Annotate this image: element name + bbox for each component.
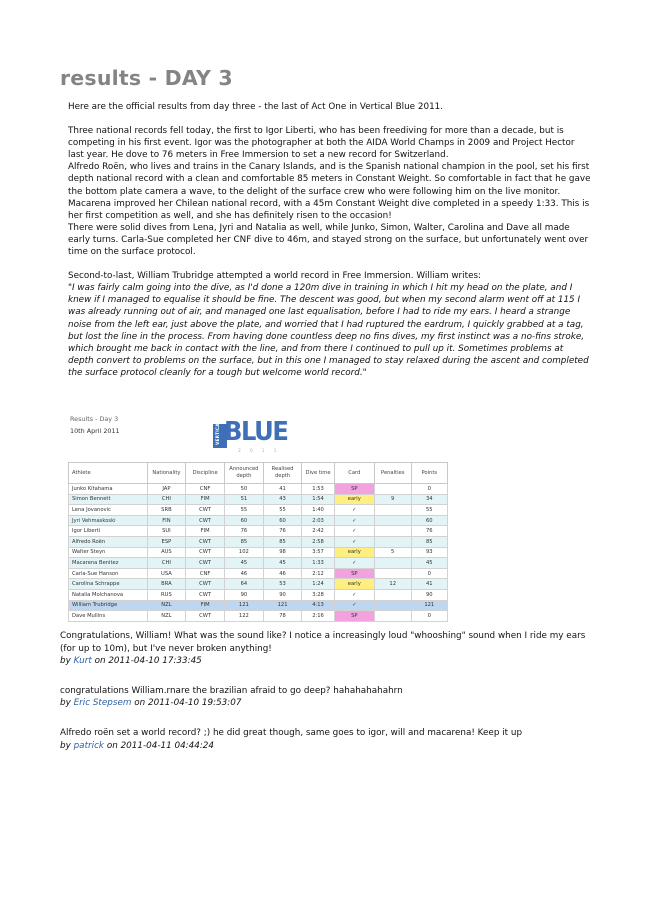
comment-byline: by Kurt on 2011-04-10 17:33:45 [60, 656, 202, 667]
cell-athlete: Alfredo Roën [69, 536, 148, 547]
cell-dive-time: 2:58 [302, 536, 334, 547]
results-row [69, 536, 448, 547]
quote-line: which brought me back in contact with the line, and from there I continued to pull up it. Sometimes problems at [68, 343, 564, 354]
results-header [66, 414, 450, 460]
cell-card: ✓ [334, 600, 374, 611]
col-athlete: Athlete [69, 463, 148, 484]
cell-dive-time: 2:03 [302, 515, 334, 526]
cell-penalties: 5 [374, 547, 411, 558]
trubridge-quote [68, 282, 598, 379]
results-date: 10th April 2011 [70, 427, 120, 435]
cell-dive-time: 2:12 [302, 568, 334, 579]
cell-announced: 64 [224, 579, 263, 590]
quote-line: noise from the left ear, just above the plate, and worried that I had ruptured the eardrum, I quickly grabbed at a tag, [68, 319, 584, 330]
col-announced-depth: Announced depth [224, 463, 263, 484]
logo-vertical-band: VERTICAL [213, 424, 227, 448]
cell-points: 60 [411, 515, 447, 526]
cell-penalties [374, 484, 411, 495]
cell-dive-time: 4:13 [302, 600, 334, 611]
cell-nationality: NZL [147, 611, 186, 622]
cell-discipline: CWT [186, 515, 225, 526]
cell-discipline: FIM [186, 600, 225, 611]
col-card: Card [334, 463, 374, 484]
results-image [66, 414, 450, 619]
cell-penalties [374, 515, 411, 526]
cell-discipline: FIM [186, 526, 225, 537]
cell-dive-time: 1:33 [302, 558, 334, 569]
quote-line: "I was fairly calm going into the dive, as I'd done a 120m dive in training in which I hit my head on the plate, and I [68, 283, 573, 294]
comment-author-link[interactable]: patrick [73, 740, 105, 751]
cell-athlete: Jyri Vehmaskoski [69, 515, 148, 526]
cell-card: early [334, 579, 374, 590]
cell-card: SP [334, 568, 374, 579]
cell-discipline: CWT [186, 536, 225, 547]
cell-penalties [374, 536, 411, 547]
cell-realised: 43 [263, 494, 302, 505]
page-title: results - DAY 3 [60, 66, 233, 90]
cell-nationality: CHI [147, 558, 186, 569]
quote-line: was already running out of air, and managed one last equalisation, before I had to ride my ears. I heard a strange [68, 307, 571, 318]
cell-points: 45 [411, 558, 447, 569]
cell-discipline: CWT [186, 589, 225, 600]
col-dive-time: Dive time [302, 463, 334, 484]
comment-author-link[interactable]: Kurt [73, 656, 92, 667]
cell-realised: 46 [263, 568, 302, 579]
records-line: Three national records fell today, the first to Igor Liberti, who has been freediving for more than a decade, but is [68, 126, 564, 137]
cell-penalties: 12 [374, 579, 411, 590]
comment-author-link[interactable]: Eric Stepsem [73, 698, 132, 709]
cell-points: 0 [411, 484, 447, 495]
cell-dive-time: 1:53 [302, 484, 334, 495]
cell-card: ✓ [334, 526, 374, 537]
cell-card: early [334, 547, 374, 558]
comment-byline: by patrick on 2011-04-11 04:44:24 [60, 740, 214, 751]
cell-card: SP [334, 484, 374, 495]
comment [60, 685, 620, 710]
col-nationality: Nationality [147, 463, 186, 484]
cell-announced: 102 [224, 547, 263, 558]
cell-card: SP [334, 611, 374, 622]
quote-line: but lost the line in the process. From having done countless deep no fins dives, my first instinct was a no-fins stroke, [68, 331, 585, 342]
cell-realised: 78 [263, 611, 302, 622]
cell-points: 0 [411, 568, 447, 579]
cell-points: 34 [411, 494, 447, 505]
cell-penalties [374, 558, 411, 569]
cell-points: 90 [411, 589, 447, 600]
cell-nationality: BRA [147, 579, 186, 590]
cell-athlete: Carolina Schrappe [69, 579, 148, 590]
cell-points: 41 [411, 579, 447, 590]
cell-athlete: Igor Liberti [69, 526, 148, 537]
cell-nationality: RUS [147, 589, 186, 600]
cell-penalties [374, 505, 411, 516]
quote-line: knew if I managed to equalise it should be fine. The descent was good, but when my second alarm went off at 115 I [68, 295, 581, 306]
cell-nationality: SUI [147, 526, 186, 537]
cell-nationality: NZL [147, 600, 186, 611]
cell-announced: 50 [224, 484, 263, 495]
cell-nationality: JAP [147, 484, 186, 495]
cell-nationality: USA [147, 568, 186, 579]
cell-realised: 55 [263, 505, 302, 516]
logo-year: 2011 [238, 449, 286, 454]
cell-nationality: CHI [147, 494, 186, 505]
cell-announced: 45 [224, 558, 263, 569]
cell-discipline: FIM [186, 494, 225, 505]
records-paragraph [68, 125, 598, 258]
cell-dive-time: 3:57 [302, 547, 334, 558]
quote-line: the surface protocol cleanly for a tough but welcome world record." [68, 367, 367, 378]
cell-realised: 60 [263, 515, 302, 526]
cell-points: 0 [411, 611, 447, 622]
cell-announced: 55 [224, 505, 263, 516]
cell-penalties [374, 611, 411, 622]
cell-dive-time: 1:54 [302, 494, 334, 505]
world-record-intro: Second-to-last, William Trubridge attempted a world record in Free Immersion. William writes: [68, 271, 482, 282]
cell-realised: 76 [263, 526, 302, 537]
article-body [68, 101, 598, 379]
cell-card: ✓ [334, 505, 374, 516]
cell-athlete: Lena Jovanovic [69, 505, 148, 516]
records-line: early turns. Carla-Sue completed her CNF dive to 46m, and stayed strong on the surface, but unfortunately went over [68, 234, 589, 245]
cell-announced: 90 [224, 589, 263, 600]
cell-points: 55 [411, 505, 447, 516]
cell-discipline: CWT [186, 579, 225, 590]
records-line: last year. He dove to 76 meters in Free Immersion to set a new record for Switzerland. [68, 150, 449, 161]
results-row [69, 484, 448, 495]
cell-dive-time: 2:16 [302, 611, 334, 622]
cell-discipline: CWT [186, 505, 225, 516]
results-table [68, 462, 448, 622]
cell-dive-time: 2:42 [302, 526, 334, 537]
cell-realised: 98 [263, 547, 302, 558]
records-line: There were solid dives from Lena, Jyri and Natalia as well, while Junko, Simon, Walter, Carolina and Dave all made [68, 222, 570, 233]
cell-discipline: CWT [186, 547, 225, 558]
cell-dive-time: 1:40 [302, 505, 334, 516]
cell-announced: 85 [224, 536, 263, 547]
cell-athlete: Carla-Sue Hanson [69, 568, 148, 579]
cell-penalties [374, 600, 411, 611]
cell-discipline: CNF [186, 568, 225, 579]
cell-realised: 53 [263, 579, 302, 590]
cell-realised: 85 [263, 536, 302, 547]
cell-penalties [374, 526, 411, 537]
cell-nationality: FIN [147, 515, 186, 526]
comment-text: (for up to 10m), but I've never broken anything! [60, 643, 272, 654]
results-row [69, 579, 448, 590]
cell-discipline: CWT [186, 611, 225, 622]
cell-points: 76 [411, 526, 447, 537]
results-row [69, 600, 448, 611]
cell-athlete: Dave Mullins [69, 611, 148, 622]
comment-text: Alfredo roën set a world record? ;) he did great though, same goes to igor, will and macarena! Keep it up [60, 727, 523, 738]
results-row [69, 505, 448, 516]
cell-nationality: ESP [147, 536, 186, 547]
quote-line: depth convert to problems on the surface, but in this one I managed to stay relaxed during the ascent and completed [68, 355, 589, 366]
cell-realised: 121 [263, 600, 302, 611]
comments-section [60, 630, 620, 769]
cell-card: ✓ [334, 558, 374, 569]
cell-card: ✓ [334, 515, 374, 526]
cell-athlete: Natalia Molchanova [69, 589, 148, 600]
results-title: Results - Day 3 [70, 415, 119, 423]
comment-byline: by Eric Stepsem on 2011-04-10 19:53:07 [60, 698, 242, 709]
cell-points: 93 [411, 547, 447, 558]
cell-nationality: SRB [147, 505, 186, 516]
results-row [69, 515, 448, 526]
cell-athlete: William Trubridge [69, 600, 148, 611]
cell-announced: 60 [224, 515, 263, 526]
cell-penalties: 9 [374, 494, 411, 505]
cell-dive-time: 1:24 [302, 579, 334, 590]
cell-penalties [374, 589, 411, 600]
results-row [69, 589, 448, 600]
cell-points: 85 [411, 536, 447, 547]
cell-card: ✓ [334, 589, 374, 600]
records-line: the bottom plate camera a wave, to the delight of the surface crew who were following him on the live monitor. [68, 186, 561, 197]
cell-realised: 45 [263, 558, 302, 569]
records-line: Alfredo Roën, who lives and trains in the Canary Islands, and is the Spanish national champion in the pool, set his first [68, 162, 590, 173]
comment [60, 630, 620, 668]
records-line: time on the surface protocol. [68, 247, 196, 258]
records-line: her first competition as well, and she has definitely risen to the occasion! [68, 210, 392, 221]
cell-announced: 51 [224, 494, 263, 505]
article-intro: Here are the official results from day three - the last of Act One in Vertical Blue 2011. [68, 102, 444, 112]
comment-text: Congratulations, William! What was the sound like? I notice a increasingly loud "whooshing" sound when I ride my ears [60, 631, 586, 641]
cell-announced: 122 [224, 611, 263, 622]
cell-athlete: Macarena Benitez [69, 558, 148, 569]
results-row [69, 526, 448, 537]
comment-text: congratulations William.rnare the brazilian afraid to go deep? hahahahahahrn [60, 685, 403, 696]
records-line: competing in his first event. Igor was the photographer at both the AIDA World Champs in 2009 and Project Hector [68, 138, 575, 149]
records-line: depth national record with a clean and comfortable 85 meters in Constant Weight. So comfortable in fact that he gave [68, 174, 591, 185]
comment [60, 727, 620, 752]
cell-athlete: Walter Steyn [69, 547, 148, 558]
results-row [69, 568, 448, 579]
cell-penalties [374, 568, 411, 579]
cell-announced: 121 [224, 600, 263, 611]
results-row [69, 558, 448, 569]
results-row [69, 494, 448, 505]
cell-card: ✓ [334, 536, 374, 547]
results-row [69, 547, 448, 558]
results-header-row [69, 463, 448, 484]
cell-points: 121 [411, 600, 447, 611]
col-discipline: Discipline [186, 463, 225, 484]
cell-realised: 90 [263, 589, 302, 600]
cell-announced: 76 [224, 526, 263, 537]
cell-discipline: CNF [186, 484, 225, 495]
cell-athlete: Junko Kitahama [69, 484, 148, 495]
cell-discipline: CWT [186, 558, 225, 569]
cell-card: early [334, 494, 374, 505]
col-penalties: Penalties [374, 463, 411, 484]
cell-nationality: AUS [147, 547, 186, 558]
cell-dive-time: 3:28 [302, 589, 334, 600]
results-row [69, 611, 448, 622]
logo-blue-text: BLUE [224, 417, 288, 447]
vertical-blue-logo [208, 417, 288, 454]
col-points: Points [411, 463, 447, 484]
cell-announced: 46 [224, 568, 263, 579]
cell-realised: 41 [263, 484, 302, 495]
cell-athlete: Simon Bennett [69, 494, 148, 505]
col-realised-depth: Realised depth [263, 463, 302, 484]
records-line: Macarena improved her Chilean national record, with a 45m Constant Weight dive completed in a speedy 1:33. This is [68, 198, 590, 209]
